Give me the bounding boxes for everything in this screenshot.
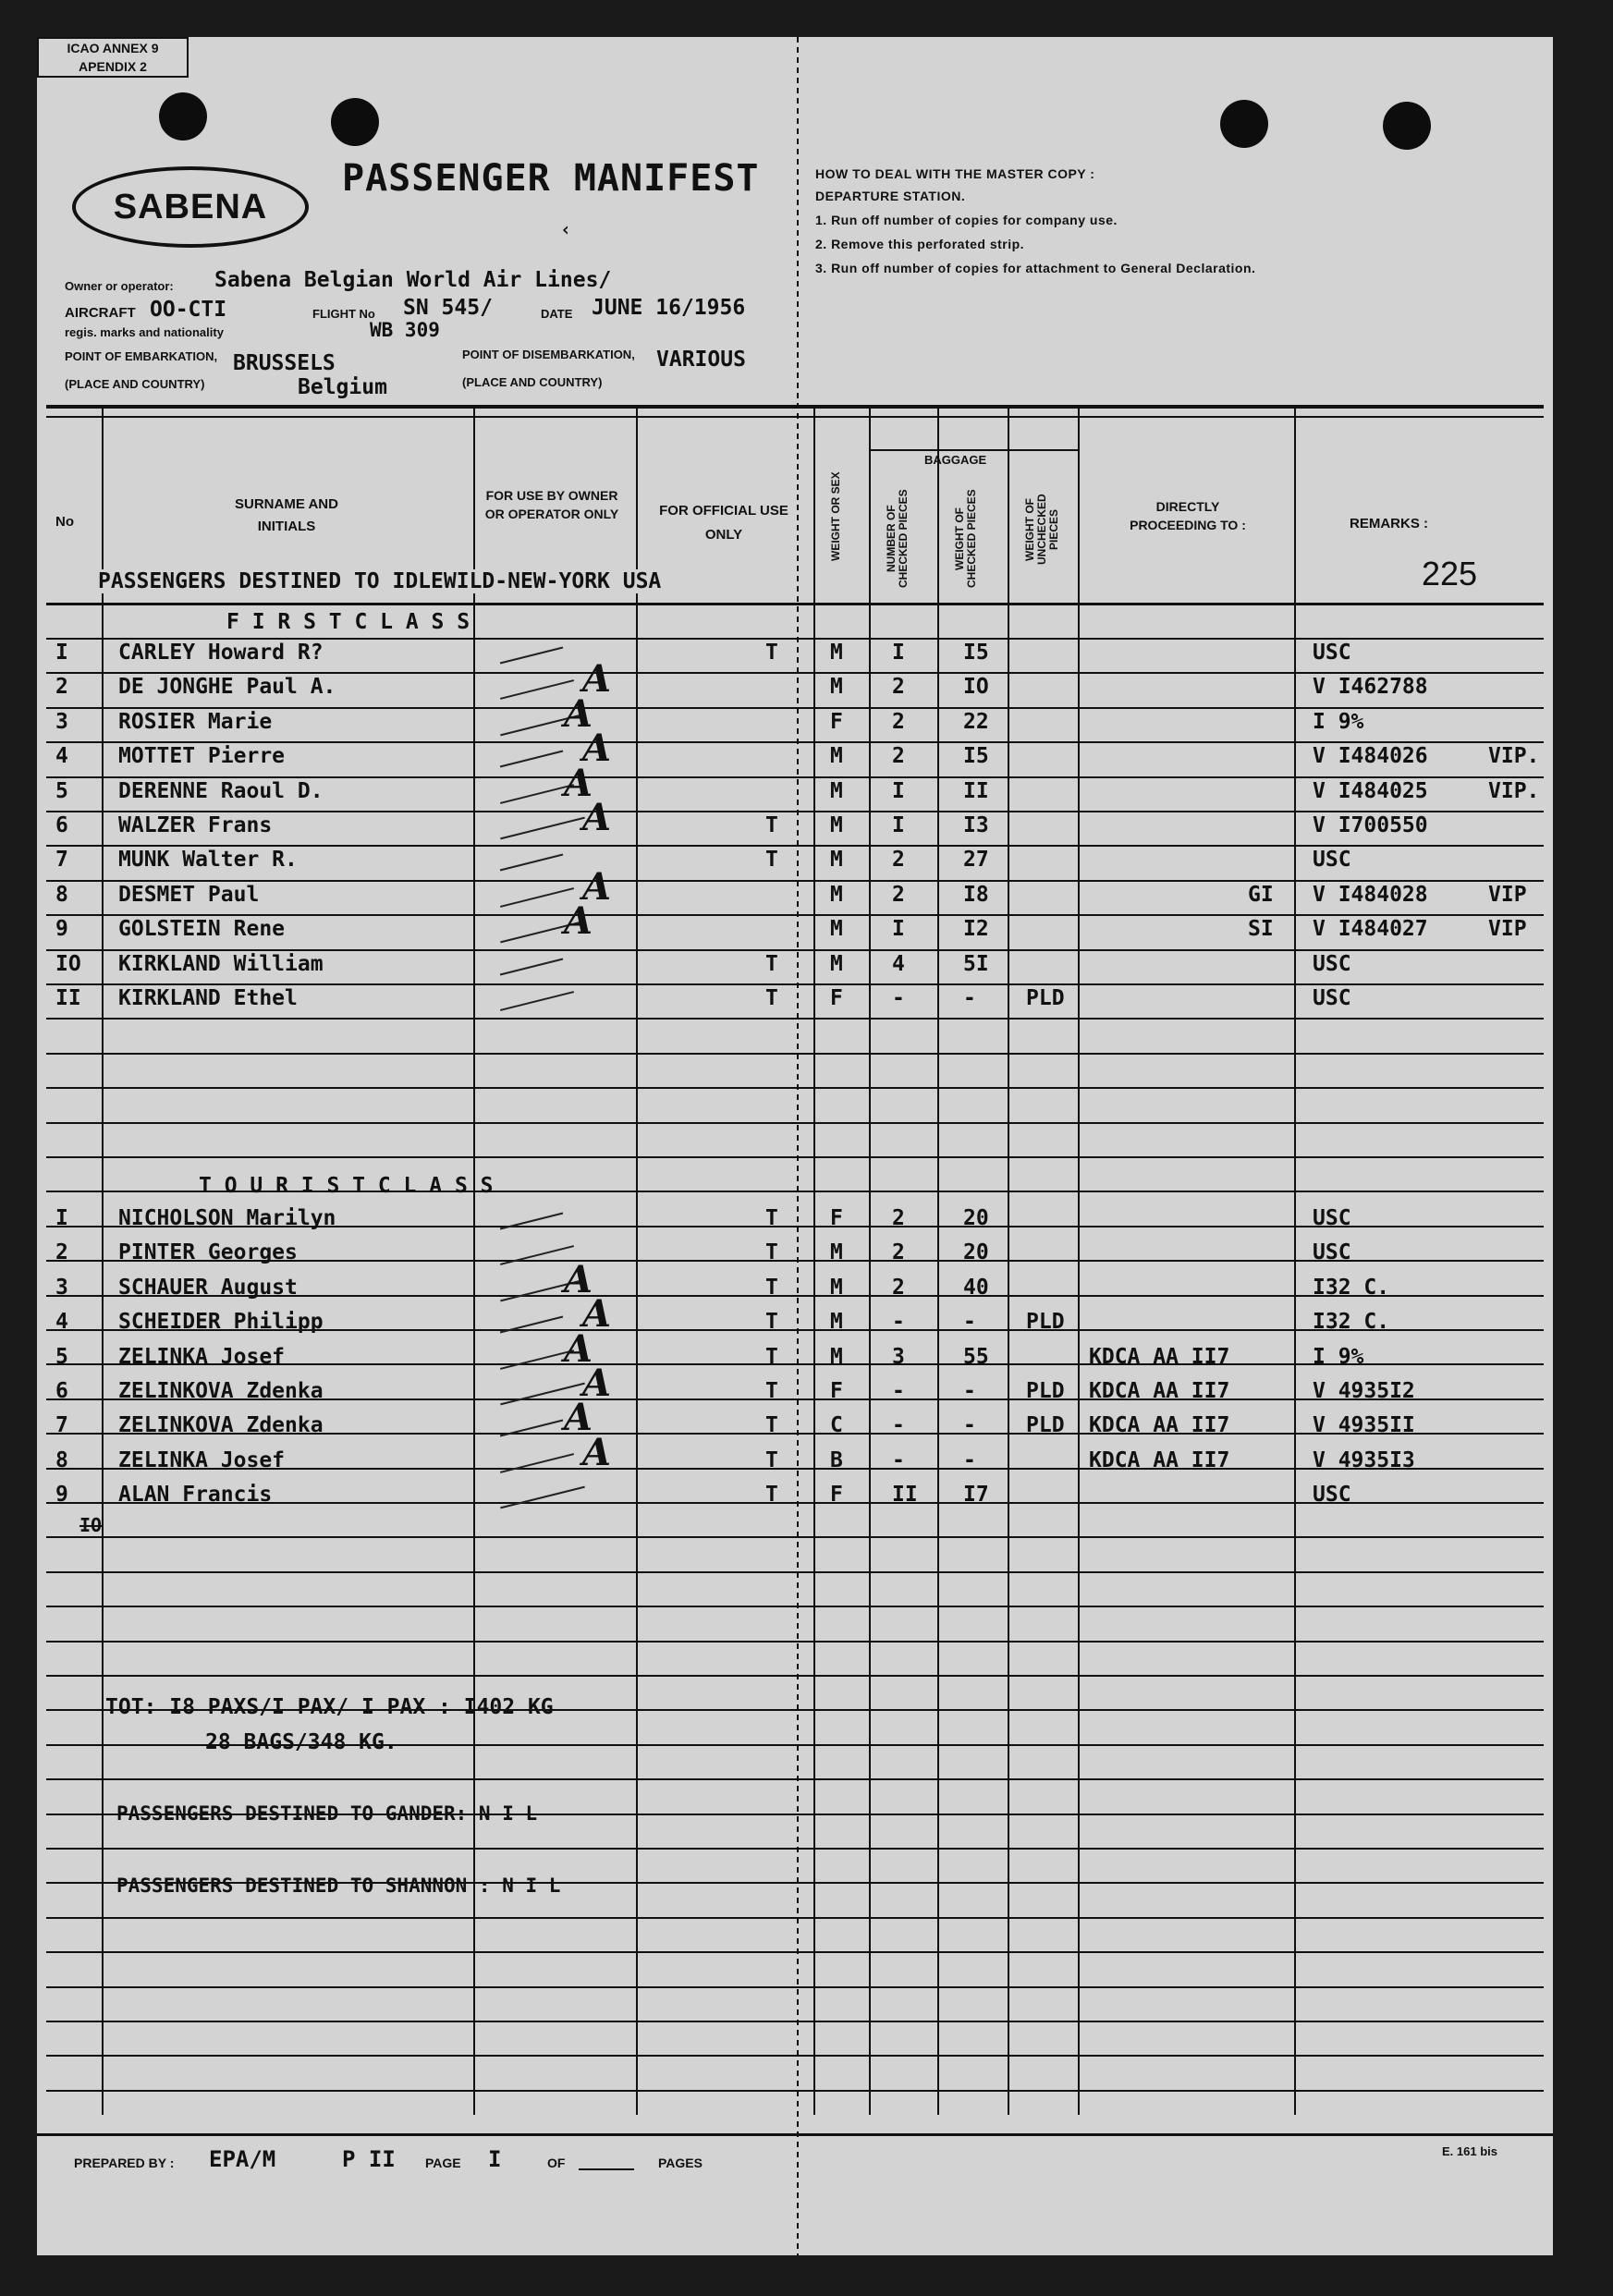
weight-sex: F [830, 1379, 843, 1403]
weight-sex: C [830, 1413, 843, 1438]
handwritten-mark: A [564, 761, 593, 805]
checked-pieces: - [892, 1447, 905, 1472]
tick-stroke [500, 1420, 563, 1437]
passenger-name: ZELINKA Josef [118, 1344, 286, 1369]
icao-line: APENDIX 2 [79, 59, 147, 74]
disembark-value: VARIOUS [656, 348, 746, 372]
gander-line: PASSENGERS DESTINED TO GANDER: N I L [116, 1802, 538, 1825]
checked-weight: I7 [963, 1483, 989, 1508]
row-rule [46, 1986, 1544, 1988]
of-label: OF [547, 2156, 566, 2170]
page-title: PASSENGER MANIFEST [342, 157, 760, 200]
checked-pieces: 2 [892, 1206, 905, 1230]
weight-sex: M [830, 917, 843, 942]
header-bottom-rule [46, 603, 1544, 605]
checked-weight: 20 [963, 1206, 989, 1230]
checked-pieces: 2 [892, 1240, 905, 1265]
handwritten-mark: A [582, 1292, 612, 1337]
passenger-row [46, 947, 1544, 983]
checked-weight: 5I [963, 951, 989, 976]
checked-pieces: 2 [892, 675, 905, 700]
row-rule [46, 1571, 1544, 1573]
proceeding-to: GI [1248, 882, 1274, 907]
weight-sex: M [830, 641, 843, 665]
embark-country: Belgium [298, 375, 387, 399]
embark-sub: (PLACE AND COUNTRY) [65, 377, 205, 391]
checked-weight: - [963, 1379, 976, 1403]
shannon-line: PASSENGERS DESTINED TO SHANNON : N I L [116, 1875, 561, 1897]
checked-weight: - [963, 1310, 976, 1335]
remark: V I462788 [1313, 675, 1428, 700]
table-top-rule [46, 405, 1544, 409]
destination-line: PASSENGERS DESTINED TO IDLEWILD-NEW-YORK USA [98, 569, 662, 593]
checked-pieces: 3 [892, 1344, 905, 1369]
remarks-number: 225 [1422, 555, 1478, 592]
passenger-no: 5 [55, 1344, 68, 1369]
passenger-name: KIRKLAND Ethel [118, 986, 298, 1010]
struck-row-number: IO [79, 1514, 103, 1536]
passenger-name: ALAN Francis [118, 1483, 273, 1508]
handwritten-mark: A [582, 1362, 612, 1405]
remark: V I484027 [1313, 917, 1428, 942]
tick-stroke [500, 1213, 563, 1230]
weight-sex: F [830, 709, 843, 734]
weight-sex: F [830, 1206, 843, 1230]
passenger-no: I [55, 1206, 68, 1230]
handwritten-mark: A [564, 691, 593, 736]
passenger-row [46, 1396, 1544, 1444]
handwritten-mark: A [564, 1326, 593, 1371]
passenger-no: 9 [55, 917, 68, 942]
weight-sex: M [830, 1240, 843, 1265]
passenger-no: 6 [55, 1379, 68, 1403]
tick-stroke [500, 647, 563, 665]
passenger-name: NICHOLSON Marilyn [118, 1206, 336, 1230]
row-rule [46, 1848, 1544, 1850]
passenger-row [46, 727, 1544, 775]
passenger-row [46, 843, 1544, 878]
passenger-no: IO [55, 951, 81, 976]
remark: I32 C. [1313, 1275, 1390, 1300]
checked-pieces: 2 [892, 709, 905, 734]
col-remarks: REMARKS : [1350, 516, 1428, 531]
row-rule [46, 1641, 1544, 1643]
passenger-no: 5 [55, 778, 68, 803]
regis-label: regis. marks and nationality [65, 325, 224, 339]
form-code: E. 161 bis [1442, 2144, 1497, 2158]
remark: V 4935I2 [1313, 1379, 1415, 1403]
remark: V I700550 [1313, 813, 1428, 837]
page-label: PAGE [425, 2156, 461, 2170]
official-code: T [765, 641, 778, 665]
checked-weight: - [963, 986, 976, 1010]
handwritten-mark: A [564, 899, 593, 944]
passenger-row [46, 1478, 1544, 1513]
checked-weight: I2 [963, 917, 989, 942]
flight-value-2: WB 309 [370, 319, 440, 341]
weight-sex: M [830, 778, 843, 803]
row-rule [46, 1536, 1544, 1538]
tick-stroke [500, 1453, 574, 1473]
owner-value: Sabena Belgian World Air Lines/ [214, 268, 612, 292]
owner-label: Owner or operator: [65, 279, 174, 293]
checked-pieces: - [892, 1310, 905, 1335]
passenger-row [46, 982, 1544, 1017]
row-rule [46, 1122, 1544, 1124]
checked-weight: 40 [963, 1275, 989, 1300]
checked-weight: - [963, 1447, 976, 1472]
passenger-no: 4 [55, 744, 68, 769]
remark: V I484028 [1313, 882, 1428, 907]
checked-pieces: 2 [892, 1275, 905, 1300]
official-code: T [765, 1275, 778, 1300]
first-class-label: F I R S T C L A S S [226, 610, 470, 634]
official-code: T [765, 986, 778, 1010]
remark: V 4935II [1313, 1413, 1415, 1438]
weight-sex: M [830, 675, 843, 700]
weight-sex: M [830, 1275, 843, 1300]
passenger-name: MOTTET Pierre [118, 744, 286, 769]
row-rule [46, 2055, 1544, 2057]
row-rule [46, 2021, 1544, 2022]
tick-stroke [500, 854, 563, 872]
col-proceeding: DIRECTLY PROCEEDING TO : [1130, 499, 1246, 532]
checked-weight: 55 [963, 1344, 989, 1369]
row-rule [46, 1018, 1544, 1020]
col-owner-use: FOR USE BY OWNER OR OPERATOR ONLY [484, 488, 619, 521]
pages-blank [579, 2168, 634, 2170]
passenger-row [46, 864, 1544, 913]
prepared-value-2: P II [342, 2146, 396, 2172]
passenger-name: KIRKLAND William [118, 951, 324, 976]
remark-extra: VIP [1488, 882, 1527, 907]
tick-stroke [500, 958, 563, 975]
passenger-name: ZELINKA Josef [118, 1447, 286, 1472]
checked-pieces: - [892, 986, 905, 1010]
tick-stroke [500, 1316, 563, 1334]
official-code: T [765, 1310, 778, 1335]
handwritten-mark: A [564, 1396, 593, 1440]
remark: USC [1313, 951, 1351, 976]
passenger-row [46, 1292, 1544, 1340]
weight-sex: F [830, 986, 843, 1010]
footer-rule [37, 2133, 1553, 2136]
passenger-no: 7 [55, 1413, 68, 1438]
col-surname: SURNAME AND INITIALS [235, 496, 338, 534]
proceeding-to: KDCA AA II7 [1089, 1379, 1230, 1403]
instructions-title: HOW TO DEAL WITH THE MASTER COPY : [815, 166, 1095, 181]
disembark-label: POINT OF DISEMBARKATION, [462, 348, 635, 361]
checked-weight: I8 [963, 882, 989, 907]
weight-sex: M [830, 951, 843, 976]
weight-sex: B [830, 1447, 843, 1472]
col-weight-checked: WEIGHT OF CHECKED PIECES [953, 489, 978, 589]
pages-label: PAGES [658, 2156, 703, 2170]
embark-value: BRUSSELS [233, 351, 336, 375]
official-code: T [765, 1344, 778, 1369]
proceeding-to: KDCA AA II7 [1089, 1413, 1230, 1438]
remark: I 9% [1313, 1344, 1364, 1369]
flight-label: FLIGHT No [312, 307, 375, 321]
checked-pieces: 2 [892, 848, 905, 873]
sabena-logo: SABENA [72, 166, 309, 248]
manifest-table [46, 405, 1544, 2124]
unchecked-weight: PLD [1026, 986, 1065, 1010]
tick-stroke [500, 991, 574, 1011]
checked-weight: I5 [963, 744, 989, 769]
punch-hole [159, 92, 207, 140]
passenger-row [46, 899, 1544, 947]
row-rule [46, 1917, 1544, 1919]
passenger-no: 3 [55, 1275, 68, 1300]
passenger-row [46, 1326, 1544, 1375]
weight-sex: M [830, 1344, 843, 1369]
passenger-row [46, 636, 1544, 671]
handwritten-mark: A [582, 864, 612, 909]
handwritten-mark: A [582, 1430, 612, 1474]
aircraft-value: OO-CTI [150, 298, 227, 322]
official-code: T [765, 951, 778, 976]
passenger-name: SCHAUER August [118, 1275, 298, 1300]
table-rule [46, 416, 1544, 418]
official-code: T [765, 1447, 778, 1472]
passenger-row [46, 691, 1544, 740]
page-value: I [488, 2146, 502, 2172]
passenger-no: 6 [55, 813, 68, 837]
official-code: T [765, 848, 778, 873]
checked-weight: IO [963, 675, 989, 700]
passenger-no: 7 [55, 848, 68, 873]
passenger-row [46, 1362, 1544, 1410]
unchecked-weight: PLD [1026, 1310, 1065, 1335]
weight-sex: M [830, 882, 843, 907]
proceeding-to: KDCA AA II7 [1089, 1344, 1230, 1369]
passenger-row [46, 796, 1544, 844]
remark: I 9% [1313, 709, 1364, 734]
punch-hole [1383, 102, 1431, 150]
checked-weight: I3 [963, 813, 989, 837]
weight-sex: F [830, 1483, 843, 1508]
passenger-row [46, 1202, 1544, 1237]
instruction-item: 3. Run off number of copies for attachment to General Declaration. [815, 261, 1256, 275]
date-label: DATE [541, 307, 573, 321]
passenger-name: CARLEY Howard R? [118, 641, 324, 665]
row-rule [46, 1951, 1544, 1953]
baggage-rule [869, 449, 1078, 451]
col-num-checked: NUMBER OF CHECKED PIECES [885, 489, 910, 589]
official-code: T [765, 1483, 778, 1508]
row-rule [46, 1778, 1544, 1780]
scribble: ‹ [560, 218, 572, 240]
tick-stroke [500, 751, 563, 768]
passenger-row [46, 1236, 1544, 1271]
passenger-name: DERENNE Raoul D. [118, 778, 324, 803]
checked-pieces: I [892, 641, 905, 665]
date-value: JUNE 16/1956 [592, 296, 746, 320]
checked-pieces: I [892, 917, 905, 942]
checked-pieces: - [892, 1413, 905, 1438]
passenger-no: I [55, 641, 68, 665]
remark-extra: VIP [1488, 917, 1527, 942]
handwritten-mark: A [582, 727, 612, 771]
totals-line-1: TOT: I8 PAXS/I PAX/ I PAX : I402 KG [105, 1695, 554, 1719]
official-code: T [765, 813, 778, 837]
checked-pieces: 4 [892, 951, 905, 976]
checked-weight: 22 [963, 709, 989, 734]
totals-line-2: 28 BAGS/348 KG. [205, 1730, 397, 1754]
checked-weight: I5 [963, 641, 989, 665]
tick-stroke [500, 817, 585, 840]
handwritten-mark: A [582, 796, 612, 839]
checked-pieces: I [892, 813, 905, 837]
row-rule [46, 2090, 1544, 2092]
instruction-item: 1. Run off number of copies for company use. [815, 213, 1118, 227]
passenger-name: PINTER Georges [118, 1240, 298, 1265]
official-code: T [765, 1240, 778, 1265]
checked-pieces: II [892, 1483, 918, 1508]
remark: USC [1313, 1483, 1351, 1508]
remark: USC [1313, 1240, 1351, 1265]
icao-box [37, 37, 189, 78]
checked-pieces: I [892, 778, 905, 803]
passenger-row [46, 657, 1544, 705]
punch-hole [331, 98, 379, 146]
checked-pieces: 2 [892, 882, 905, 907]
checked-weight: - [963, 1413, 976, 1438]
passenger-no: 3 [55, 709, 68, 734]
prepared-value: EPA/M [209, 2146, 276, 2172]
remark-extra: VIP. [1488, 744, 1540, 769]
remark-extra: VIP. [1488, 778, 1540, 803]
checked-weight: 20 [963, 1240, 989, 1265]
row-rule [46, 1053, 1544, 1055]
passenger-no: 4 [55, 1310, 68, 1335]
remark: V I484026 [1313, 744, 1428, 769]
remark: USC [1313, 641, 1351, 665]
passenger-name: ZELINKOVA Zdenka [118, 1413, 324, 1438]
col-official-use: FOR OFFICIAL USE ONLY [659, 503, 788, 543]
checked-pieces: 2 [892, 744, 905, 769]
remark: USC [1313, 986, 1351, 1010]
passenger-name: SCHEIDER Philipp [118, 1310, 324, 1335]
tourist-class-label: T O U R I S T C L A S S [199, 1174, 494, 1198]
checked-pieces: - [892, 1379, 905, 1403]
unchecked-weight: PLD [1026, 1413, 1065, 1438]
weight-sex: M [830, 813, 843, 837]
passenger-name: MUNK Walter R. [118, 848, 298, 873]
remark: USC [1313, 1206, 1351, 1230]
passenger-name: GOLSTEIN Rene [118, 917, 286, 942]
passenger-name: ROSIER Marie [118, 709, 273, 734]
passenger-no: 2 [55, 675, 68, 700]
remark: V I484025 [1313, 778, 1428, 803]
weight-sex: M [830, 848, 843, 873]
instructions-sub: DEPARTURE STATION. [815, 189, 966, 203]
passenger-no: 9 [55, 1483, 68, 1508]
tick-stroke [500, 1486, 585, 1509]
punch-hole [1220, 100, 1268, 148]
row-rule [46, 1675, 1544, 1677]
passenger-row [46, 1430, 1544, 1479]
row-rule [46, 1156, 1544, 1158]
passenger-row [46, 761, 1544, 810]
passenger-no: 2 [55, 1240, 68, 1265]
weight-sex: M [830, 1310, 843, 1335]
aircraft-label: AIRCRAFT [65, 305, 136, 321]
manifest-sheet [37, 37, 1553, 2255]
row-rule [46, 1606, 1544, 1607]
col-no: No [55, 514, 74, 530]
passenger-no: 8 [55, 1447, 68, 1472]
instruction-item: 2. Remove this perforated strip. [815, 237, 1025, 251]
remark: V 4935I3 [1313, 1447, 1415, 1472]
passenger-name: WALZER Frans [118, 813, 273, 837]
remark: I32 C. [1313, 1310, 1390, 1335]
col-baggage: BAGGAGE [924, 453, 987, 467]
passenger-name: DE JONGHE Paul A. [118, 675, 336, 700]
passenger-no: 8 [55, 882, 68, 907]
handwritten-mark: A [582, 657, 612, 702]
prepared-label: PREPARED BY : [74, 2156, 175, 2170]
proceeding-to: KDCA AA II7 [1089, 1447, 1230, 1472]
official-code: T [765, 1413, 778, 1438]
col-weight-unchecked: WEIGHT OF UNCHECKED PIECES [1023, 494, 1060, 566]
unchecked-weight: PLD [1026, 1379, 1065, 1403]
proceeding-to: SI [1248, 917, 1274, 942]
passenger-no: II [55, 986, 81, 1010]
embark-label: POINT OF EMBARKATION, [65, 349, 218, 363]
handwritten-mark: A [564, 1257, 593, 1301]
official-code: T [765, 1379, 778, 1403]
checked-weight: II [963, 778, 989, 803]
disembark-sub: (PLACE AND COUNTRY) [462, 375, 603, 389]
official-code: T [765, 1206, 778, 1230]
passenger-name: DESMET Paul [118, 882, 260, 907]
remark: USC [1313, 848, 1351, 873]
icao-line: ICAO ANNEX 9 [67, 41, 159, 55]
checked-weight: 27 [963, 848, 989, 873]
weight-sex: M [830, 744, 843, 769]
flight-value: SN 545/ [403, 296, 493, 320]
col-weight-sex: WEIGHT OR SEX [829, 471, 842, 562]
passenger-name: ZELINKOVA Zdenka [118, 1379, 324, 1403]
passenger-row [46, 1257, 1544, 1306]
row-rule [46, 1087, 1544, 1089]
